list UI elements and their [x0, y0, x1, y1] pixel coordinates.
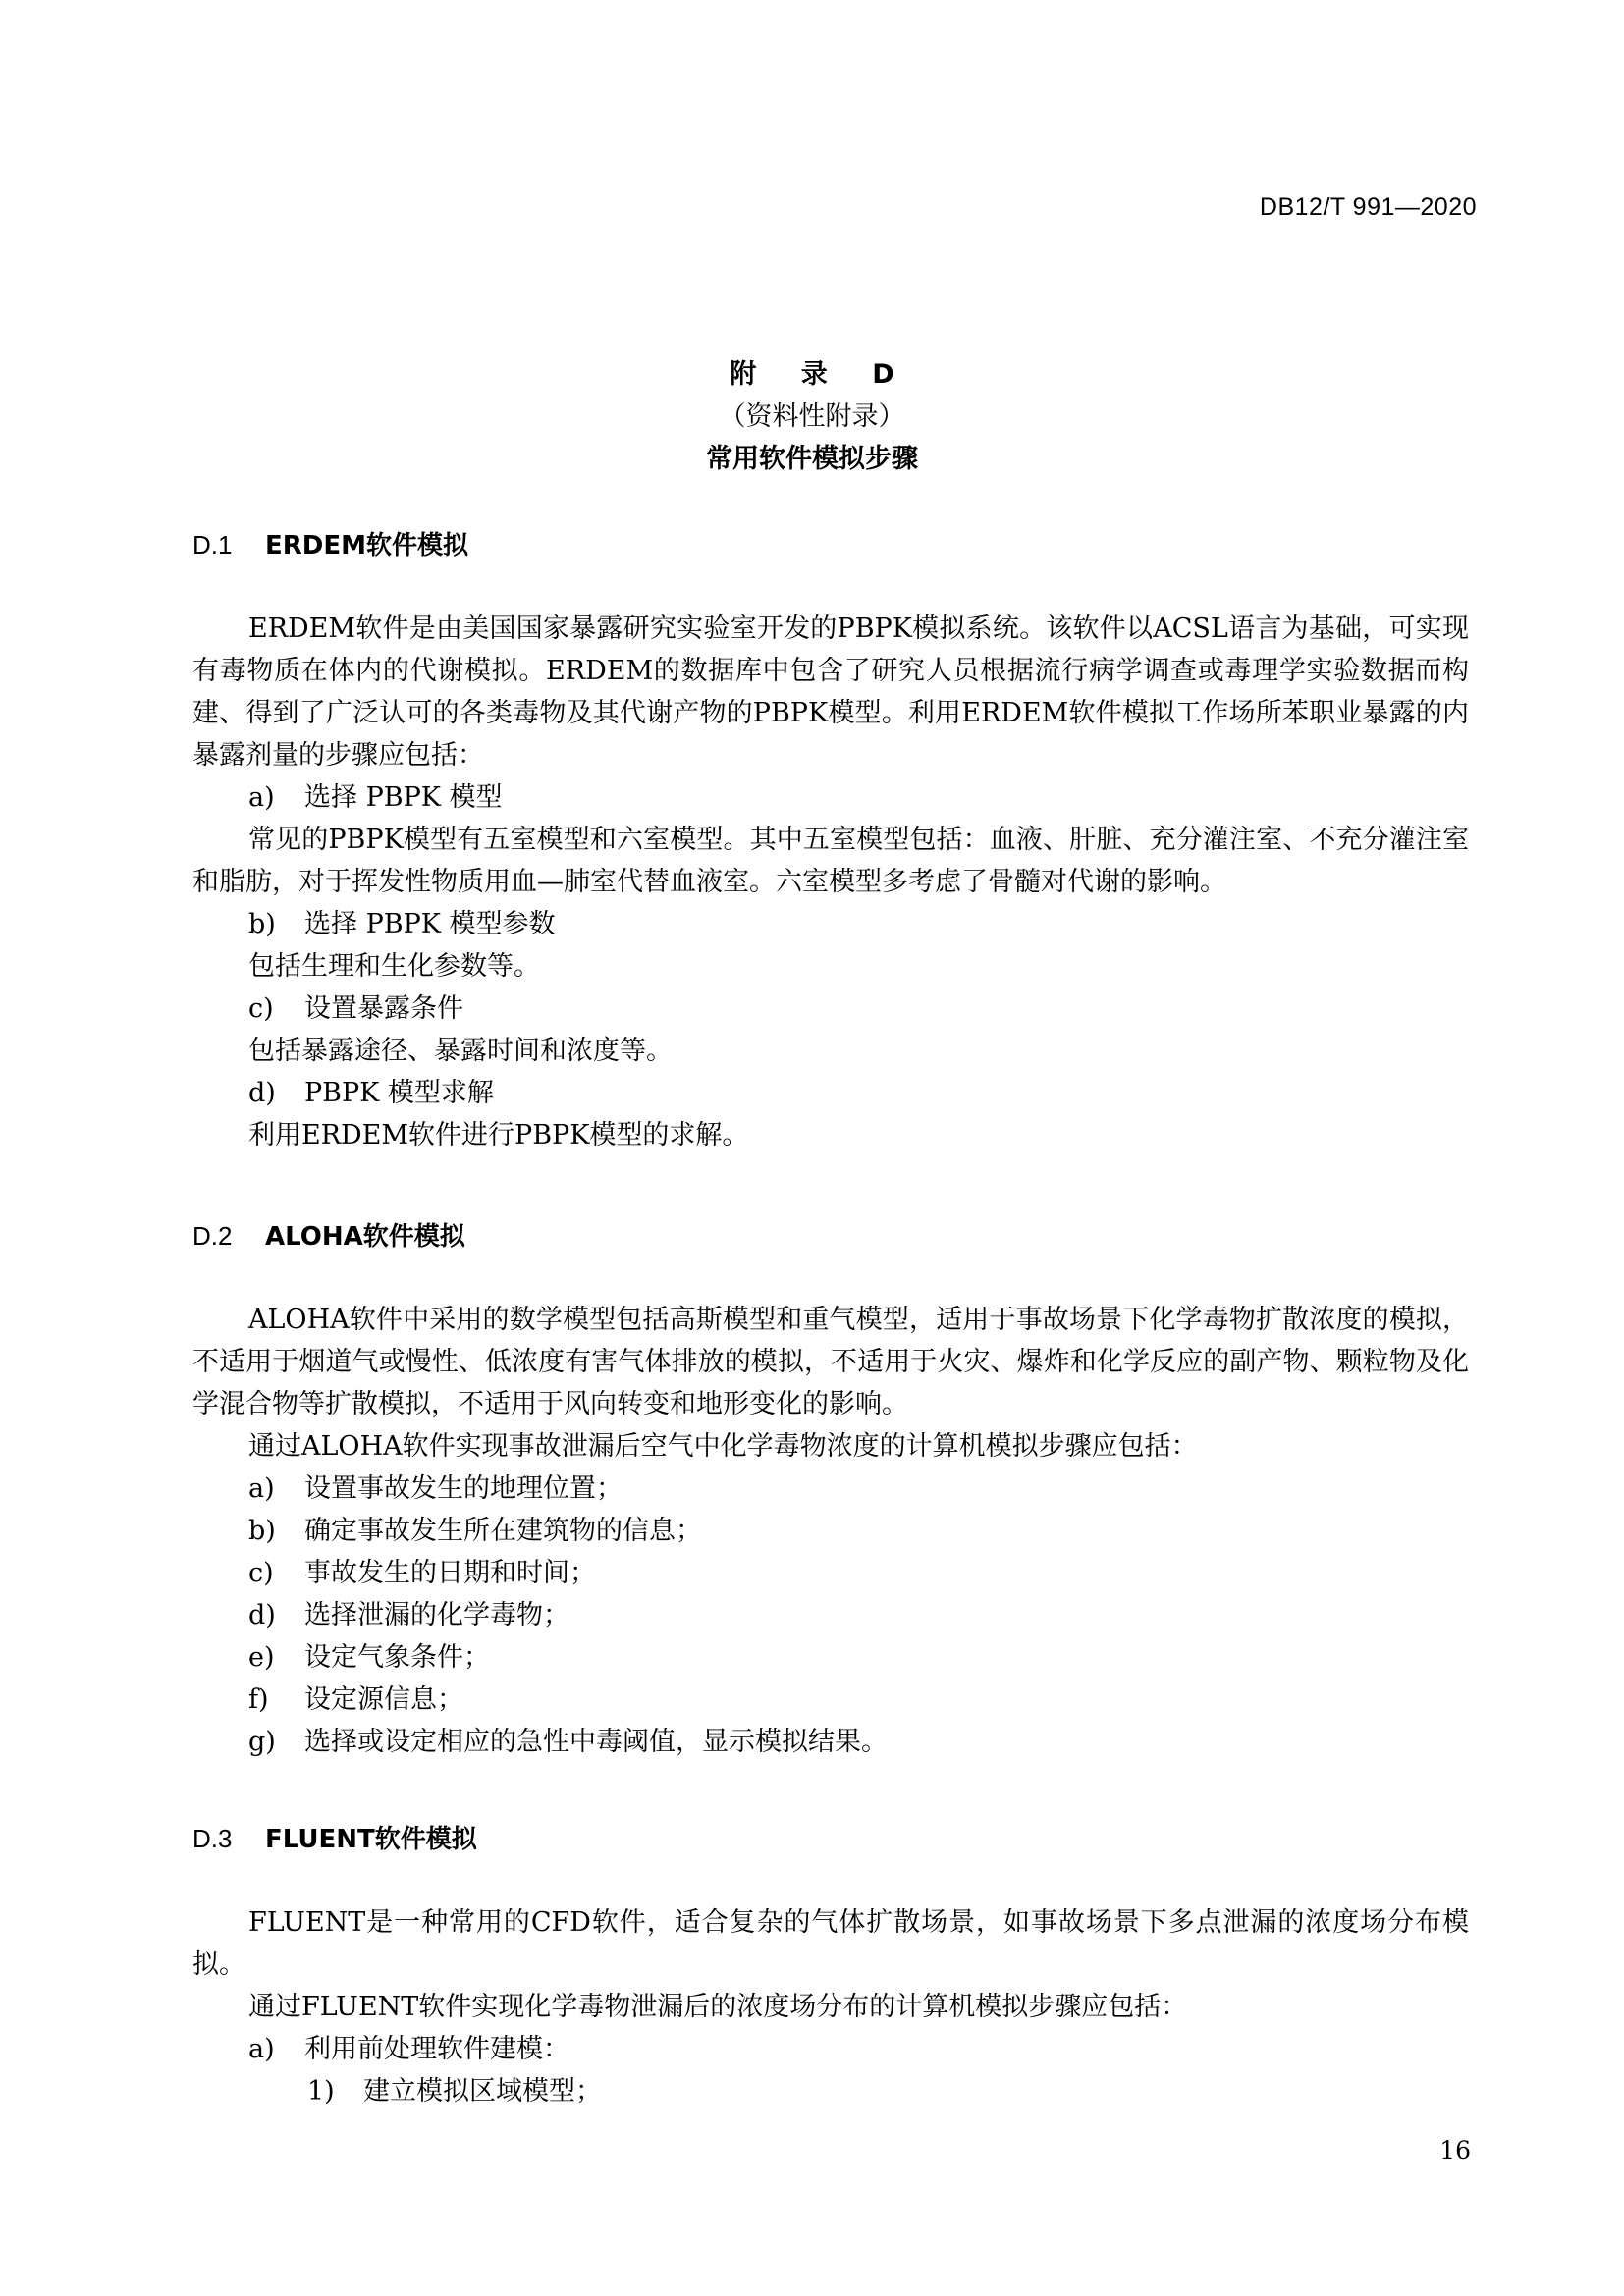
list-marker: b) [248, 909, 276, 939]
list-item [192, 1636, 1469, 1679]
list-item-label: 确定事故发生所在建筑物的信息； [304, 1516, 702, 1546]
appendix-title: 常用软件模拟步骤 [706, 444, 918, 474]
list-marker: a) [248, 1473, 275, 1504]
list-marker: d) [248, 1600, 276, 1630]
list-item [192, 903, 1469, 945]
list-marker: f) [248, 1684, 269, 1715]
section-body-d1 [192, 608, 1469, 1156]
paragraph: 通过ALOHA软件实现事故泄漏后空气中化学毒物浓度的计算机模拟步骤应包括： [248, 1431, 1198, 1462]
list-item [192, 2028, 1469, 2070]
list-item [192, 1072, 1469, 1114]
list-item [192, 1679, 1469, 1721]
list-item [192, 1468, 1469, 1510]
list-marker: a) [248, 2034, 275, 2064]
list-item-label: 设置事故发生的地理位置； [304, 1473, 623, 1504]
page-number: 16 [1439, 2136, 1471, 2164]
section-heading-d3 [192, 1819, 477, 1855]
list-item [192, 1594, 1469, 1636]
section-body-d3 [192, 1901, 1469, 2112]
list-item [192, 988, 1469, 1030]
appendix-nature: （资料性附录） [719, 401, 905, 432]
list-marker: a) [248, 782, 275, 813]
list-marker: d) [248, 1078, 276, 1108]
list-item-label: 设定气象条件； [304, 1642, 490, 1673]
list-marker: e) [248, 1642, 275, 1673]
list-item-label: 事故发生的日期和时间； [304, 1558, 596, 1588]
list-item-label: 选择或设定相应的急性中毒阈值，显示模拟结果。 [304, 1727, 888, 1757]
list-item-label: 选择 PBPK 模型 [304, 782, 503, 813]
list-marker: c) [248, 1558, 274, 1588]
section-title: ALOHA软件模拟 [265, 1222, 465, 1252]
list-item-label: 设置暴露条件 [304, 993, 463, 1024]
list-item [192, 776, 1469, 819]
paragraph: ALOHA软件中采用的数学模型包括高斯模型和重气模型，适用于事故场景下化学毒物扩散浓度的模拟，不适用于烟道气或慢性、低浓度有害气体排放的模拟，不适用于火灾、爆炸和化学反应的副产物、颗粒物及化学混合物等扩散模拟，不适用于风向转变和地形变化的影响。 [192, 1305, 1469, 1419]
paragraph: 常见的PBPK模型有五室模型和六室模型。其中五室模型包括：血液、肝脏、充分灌注室、不充分灌注室和脂肪，对于挥发性物质用血—肺室代替血液室。六室模型多考虑了骨髓对代谢的影响。 [192, 825, 1469, 897]
section-heading-d1 [192, 525, 468, 561]
section-title: FLUENT软件模拟 [265, 1825, 477, 1854]
sub-list-item [192, 2070, 1469, 2112]
list-item-label: 建立模拟区域模型； [363, 2076, 602, 2107]
section-heading-d2 [192, 1216, 465, 1253]
list-item [192, 1510, 1469, 1552]
list-item-label: PBPK 模型求解 [304, 1078, 494, 1108]
paragraph: 利用ERDEM软件进行PBPK模型的求解。 [248, 1120, 749, 1150]
list-item [192, 1721, 1469, 1763]
list-item-label: 选择 PBPK 模型参数 [304, 909, 556, 939]
list-marker: 1) [307, 2076, 335, 2107]
section-number: D.3 [192, 1824, 233, 1853]
paragraph: FLUENT是一种常用的CFD软件，适合复杂的气体扩散场景，如事故场景下多点泄漏的浓度场分布模拟。 [192, 1907, 1469, 1980]
paragraph: ERDEM软件是由美国国家暴露研究实验室开发的PBPK模拟系统。该软件以ACSL语言为基础，可实现有毒物质在体内的代谢模拟。ERDEM的数据库中包含了研究人员根据流行病学调查或毒理学实验数据而构建、得到了广泛认可的各类毒物及其代谢产物的PBPK模型。利用ERDEM软件模拟工作场所苯职业暴露的内暴露剂量的步骤应包括： [192, 614, 1469, 771]
section-body-d2 [192, 1299, 1469, 1763]
list-marker: c) [248, 993, 274, 1024]
paragraph: 包括暴露途径、暴露时间和浓度等。 [248, 1036, 673, 1066]
list-item [192, 1552, 1469, 1594]
document-code: DB12/T 991—2020 [1259, 193, 1477, 221]
list-item-label: 选择泄漏的化学毒物； [304, 1600, 569, 1630]
list-marker: b) [248, 1516, 276, 1546]
paragraph: 通过FLUENT软件实现化学毒物泄漏后的浓度场分布的计算机模拟步骤应包括： [248, 1992, 1188, 2022]
list-marker: g) [248, 1727, 276, 1757]
section-title: ERDEM软件模拟 [265, 531, 468, 561]
appendix-title-block [0, 353, 1624, 480]
list-item-label: 利用前处理软件建模： [304, 2034, 569, 2064]
appendix-label: 附 录 D [730, 359, 912, 390]
paragraph: 包括生理和生化参数等。 [248, 951, 540, 982]
section-number: D.1 [192, 530, 233, 560]
list-item-label: 设定源信息； [304, 1684, 463, 1715]
section-number: D.2 [192, 1221, 233, 1251]
